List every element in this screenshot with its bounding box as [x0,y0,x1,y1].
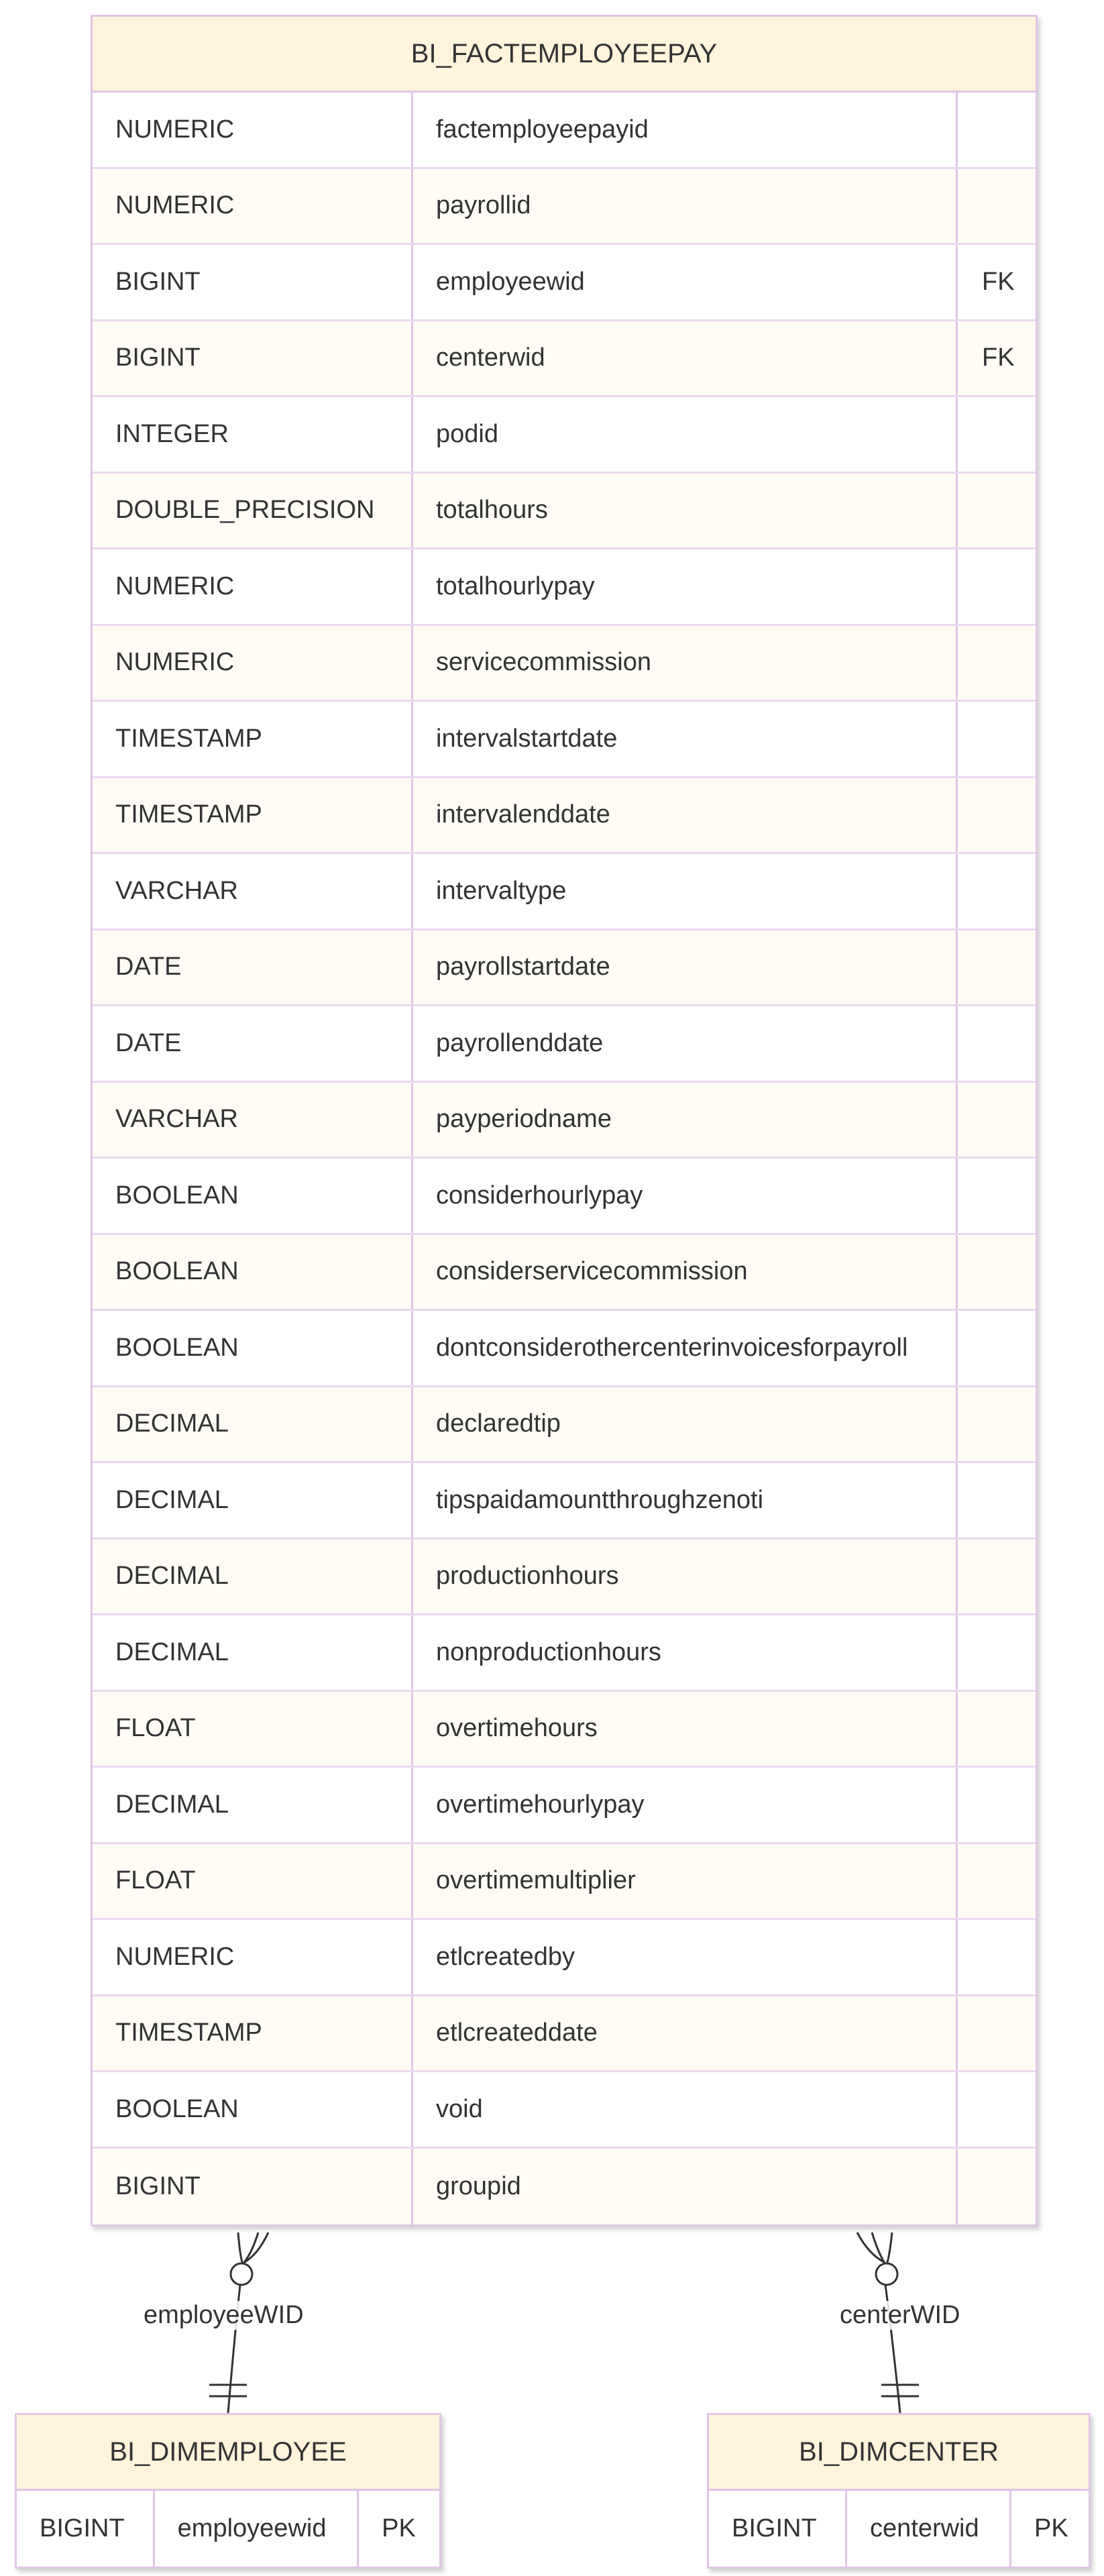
attribute-key [958,1844,1036,1919]
attribute-type: NUMERIC [93,1920,413,1994]
attribute-key [958,1006,1036,1081]
crows-foot-center [857,2233,892,2264]
attribute-row [93,169,1036,246]
attribute-type: DECIMAL [93,1615,413,1690]
attribute-type: BOOLEAN [93,1235,413,1309]
attribute-type: DECIMAL [93,1463,413,1538]
attribute-name: overtimehours [413,1692,958,1766]
attribute-name: payrollid [413,169,958,244]
attribute-name: overtimehourlypay [413,1768,958,1842]
attribute-name: tipspaidamountthroughzenoti [413,1463,958,1538]
attribute-type: DECIMAL [93,1540,413,1614]
attribute-name: totalhours [413,474,958,548]
attribute-row [93,1083,1036,1159]
crows-foot-employee [238,2233,268,2264]
attribute-key [958,1311,1036,1385]
attribute-row [93,474,1036,550]
attribute-key [958,1768,1036,1842]
attribute-key [958,1920,1036,1994]
attribute-name: overtimemultiplier [413,1844,958,1919]
attribute-name: etlcreatedby [413,1920,958,1994]
attribute-row [93,549,1036,626]
attribute-key [958,169,1036,244]
attribute-key: FK [982,343,1015,372]
attribute-row [93,702,1036,778]
attribute-key [958,1615,1036,1690]
attribute-row [93,1159,1036,1235]
attribute-key [958,854,1036,928]
attribute-key [958,1996,1036,2071]
attribute-key [958,1387,1036,1462]
attribute-type: VARCHAR [93,854,413,928]
attribute-key [958,474,1036,548]
attribute-row [17,2491,439,2567]
attribute-key: PK [382,2514,416,2542]
attribute-type: TIMESTAMP [93,1996,413,2071]
attribute-name: considerservicecommission [413,1235,958,1309]
attribute-row [93,1692,1036,1768]
attribute-key [958,2149,1036,2225]
attribute-key [958,1235,1036,1309]
attribute-key [958,930,1036,1005]
attribute-name: intervaltype [413,854,958,928]
attribute-key [958,397,1036,472]
attribute-name: centerwid [847,2491,1011,2567]
attribute-type: DECIMAL [93,1387,413,1462]
attribute-row [93,397,1036,474]
attribute-name: centerwid [413,321,958,396]
attribute-name: intervalenddate [413,778,958,853]
attribute-name: payrollstartdate [413,930,958,1005]
attribute-type: FLOAT [93,1844,413,1919]
attribute-row [93,2149,1036,2225]
zero-marker-center [876,2263,897,2285]
attribute-key [958,93,1036,167]
attribute-type: BOOLEAN [93,1311,413,1385]
attribute-type: INTEGER [93,397,413,472]
attribute-row [93,1540,1036,1616]
attribute-key: FK [982,267,1015,296]
attribute-row [93,1844,1036,1921]
attribute-row [93,1615,1036,1692]
attribute-row [93,245,1036,321]
zero-marker-employee [231,2263,252,2285]
attribute-key [958,1463,1036,1538]
entity-bi-dimemployee[interactable] [15,2413,441,2569]
attribute-type: BIGINT [709,2491,847,2567]
relationship-label-center: centerWID [837,2301,962,2330]
attribute-row [93,930,1036,1007]
attribute-type: BIGINT [17,2491,155,2567]
attribute-row [93,93,1036,169]
attribute-name: considerhourlypay [413,1159,958,1233]
attribute-name: totalhourlypay [413,549,958,624]
attribute-row [93,626,1036,702]
attribute-name: etlcreateddate [413,1996,958,2071]
attribute-type: NUMERIC [93,169,413,244]
attribute-row [93,1006,1036,1083]
attribute-name: productionhours [413,1540,958,1614]
attribute-row [93,1463,1036,1540]
attribute-list [17,2491,439,2567]
attribute-row [93,854,1036,930]
attribute-key: PK [1034,2514,1068,2542]
attribute-type: BIGINT [93,321,413,396]
attribute-row [93,778,1036,855]
attribute-name: groupid [413,2149,958,2225]
attribute-type: DECIMAL [93,1768,413,1842]
attribute-key [958,702,1036,776]
entity-title: BI_FACTEMPLOYEEPAY [93,17,1036,93]
attribute-type: TIMESTAMP [93,702,413,776]
attribute-type: DATE [93,1006,413,1081]
attribute-row [93,2072,1036,2149]
attribute-name: nonproductionhours [413,1615,958,1690]
attribute-type: TIMESTAMP [93,778,413,853]
attribute-name: declaredtip [413,1387,958,1462]
attribute-type: BOOLEAN [93,1159,413,1233]
entity-bi-factemployeepay[interactable] [91,15,1038,2226]
attribute-key [958,778,1036,853]
attribute-row [93,1920,1036,1996]
attribute-name: factemployeepayid [413,93,958,167]
attribute-type: NUMERIC [93,549,413,624]
entity-title: BI_DIMCENTER [709,2415,1089,2491]
attribute-key [958,1692,1036,1766]
attribute-name: servicecommission [413,626,958,700]
attribute-name: intervalstartdate [413,702,958,776]
attribute-key [958,626,1036,700]
attribute-list [93,93,1036,2224]
attribute-key [958,1083,1036,1157]
attribute-row [709,2491,1089,2567]
attribute-row [93,1387,1036,1464]
attribute-name: dontconsiderothercenterinvoicesforpayroll [413,1311,958,1385]
attribute-key [958,2072,1036,2147]
attribute-key [958,1540,1036,1614]
attribute-name: employeewid [413,245,958,319]
entity-bi-dimcenter[interactable] [707,2413,1091,2569]
attribute-type: VARCHAR [93,1083,413,1157]
attribute-name: payrollenddate [413,1006,958,1081]
attribute-key [958,1159,1036,1233]
relationship-label-employee: employeeWID [141,2301,307,2330]
attribute-type: NUMERIC [93,93,413,167]
attribute-name: employeewid [155,2491,359,2567]
attribute-row [93,1768,1036,1844]
attribute-name: void [413,2072,958,2147]
attribute-type: BIGINT [93,2149,413,2225]
attribute-type: DOUBLE_PRECISION [93,474,413,548]
attribute-name: payperiodname [413,1083,958,1157]
attribute-name: podid [413,397,958,472]
attribute-type: NUMERIC [93,626,413,700]
attribute-key [958,549,1036,624]
attribute-row [93,1235,1036,1311]
attribute-row [93,1996,1036,2073]
attribute-type: DATE [93,930,413,1005]
attribute-type: FLOAT [93,1692,413,1766]
attribute-list [709,2491,1089,2567]
attribute-row [93,321,1036,398]
entity-title: BI_DIMEMPLOYEE [17,2415,439,2491]
attribute-type: BIGINT [93,245,413,319]
attribute-type: BOOLEAN [93,2072,413,2147]
attribute-row [93,1311,1036,1387]
